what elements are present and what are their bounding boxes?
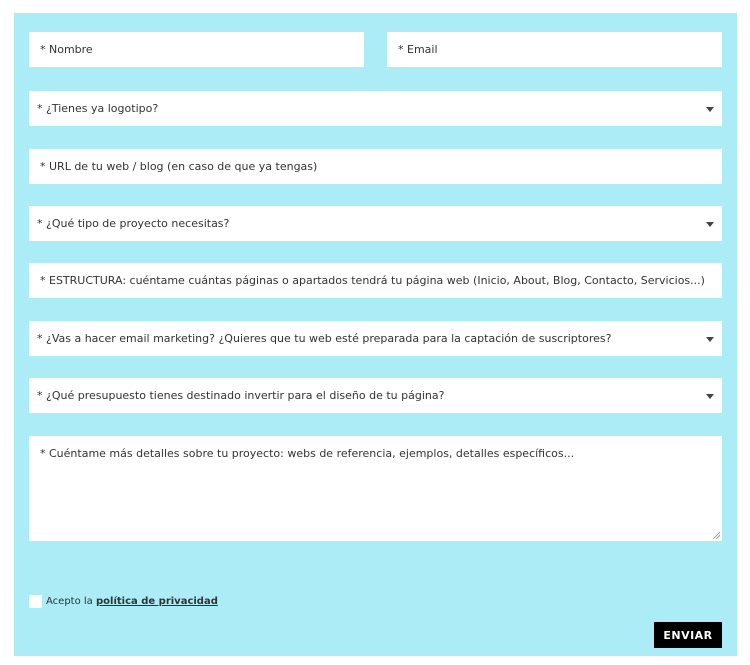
email-placeholder: * Email — [398, 43, 438, 56]
caret-down-icon — [706, 394, 714, 399]
logo-select-value: * ¿Tienes ya logotipo? — [37, 102, 159, 115]
structure-field[interactable] — [29, 263, 722, 298]
details-textarea[interactable] — [29, 436, 722, 541]
privacy-policy-link[interactable]: política de privacidad — [95, 596, 218, 607]
email-marketing-select[interactable] — [29, 321, 722, 356]
url-field[interactable] — [29, 149, 722, 184]
details-placeholder: * Cuéntame más detalles sobre tu proyecto: webs de referencia, ejemplos, detalles específicos... — [40, 447, 575, 460]
caret-down-icon — [706, 107, 714, 112]
logo-select[interactable] — [29, 91, 722, 126]
privacy-consent — [46, 595, 218, 608]
consent-prefix: Acepto la — [46, 596, 93, 607]
email-field[interactable] — [387, 32, 722, 67]
submit-button[interactable]: ENVIAR — [654, 622, 722, 648]
structure-placeholder: * ESTRUCTURA: cuéntame cuántas páginas o apartados tendrá tu página web (Inicio, About, Blog, Contacto, Servicios...) — [40, 274, 705, 287]
caret-down-icon — [706, 222, 714, 227]
budget-select[interactable] — [29, 378, 722, 413]
url-placeholder: * URL de tu web / blog (en caso de que ya tengas) — [40, 160, 318, 173]
project-type-select-value: * ¿Qué tipo de proyecto necesitas? — [37, 217, 230, 230]
privacy-checkbox[interactable] — [29, 595, 42, 608]
project-type-select[interactable] — [29, 206, 722, 241]
email-marketing-select-value: * ¿Vas a hacer email marketing? ¿Quieres que tu web esté preparada para la captación de suscriptores? — [37, 332, 612, 345]
nombre-placeholder: * Nombre — [40, 43, 93, 56]
resize-handle-icon[interactable] — [712, 531, 720, 539]
nombre-field[interactable] — [29, 32, 364, 67]
budget-select-value: * ¿Qué presupuesto tienes destinado invertir para el diseño de tu página? — [37, 389, 445, 402]
caret-down-icon — [706, 337, 714, 342]
